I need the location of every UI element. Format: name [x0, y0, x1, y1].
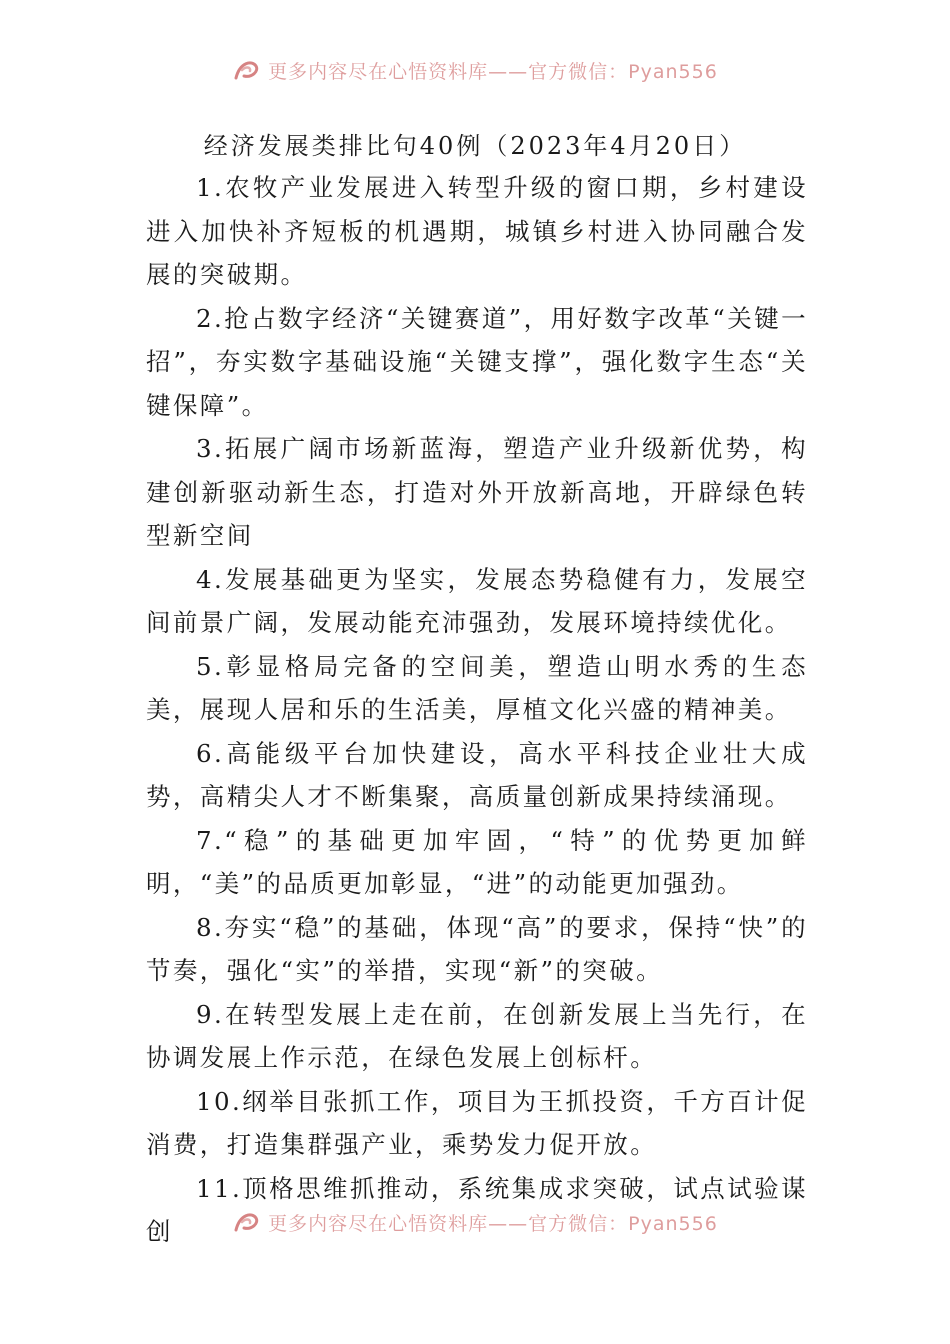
paragraph-1: 1.农牧产业发展进入转型升级的窗口期，乡村建设进入加快补齐短板的机遇期，城镇乡村进入协同融合发展的突破期。	[146, 173, 808, 289]
paragraph-3: 3.拓展广阔市场新蓝海，塑造产业升级新优势，构建创新驱动新生态，打造对外开放新高地，开辟绿色转型新空间	[146, 434, 808, 550]
watermark-logo-icon	[232, 56, 260, 84]
paragraph-5: 5.彰显格局完备的空间美，塑造山明水秀的生态美，展现人居和乐的生活美，厚植文化兴盛的精神美。	[146, 651, 808, 724]
paragraph-7: 7.“稳”的基础更加牢固，“特”的优势更加鲜明，“美”的品质更加彰显，“进”的动能更加强劲。	[146, 825, 808, 898]
watermark-header	[0, 52, 950, 88]
paragraph-4: 4.发展基础更为坚实，发展态势稳健有力，发展空间前景广阔，发展动能充沛强劲，发展环境持续优化。	[146, 564, 808, 637]
document-body	[146, 166, 808, 1254]
paragraph-9: 9.在转型发展上走在前，在创新发展上当先行，在协调发展上作示范，在绿色发展上创标杆。	[146, 999, 808, 1072]
paragraph-2: 2.抢占数字经济“关键赛道”，用好数字改革“关键一招”，夯实数字基础设施“关键支撑”，强化数字生态“关键保障”。	[146, 303, 808, 420]
watermark-logo-icon	[232, 1208, 260, 1236]
page-title: 经济发展类排比句40例（2023年4月20日）	[203, 132, 747, 160]
paragraph-8: 8.夯实“稳”的基础，体现“高”的要求，保持“快”的节奏，强化“实”的举措，实现“新”的突破。	[146, 912, 808, 985]
watermark-text: 更多内容尽在心悟资料库——官方微信：Pyan556	[268, 60, 718, 83]
paragraph-11: 11.顶格思维抓推动，系统集成求突破，试点试验谋创	[146, 1173, 808, 1246]
watermark-text: 更多内容尽在心悟资料库——官方微信：Pyan556	[268, 1212, 718, 1235]
paragraph-10: 10.纲举目张抓工作，项目为王抓投资，千方百计促消费，打造集群强产业，乘势发力促开放。	[146, 1086, 808, 1159]
watermark-footer	[0, 1204, 950, 1240]
paragraph-6: 6.高能级平台加快建设，高水平科技企业壮大成势，高精尖人才不断集聚，高质量创新成果持续涌现。	[146, 738, 808, 811]
